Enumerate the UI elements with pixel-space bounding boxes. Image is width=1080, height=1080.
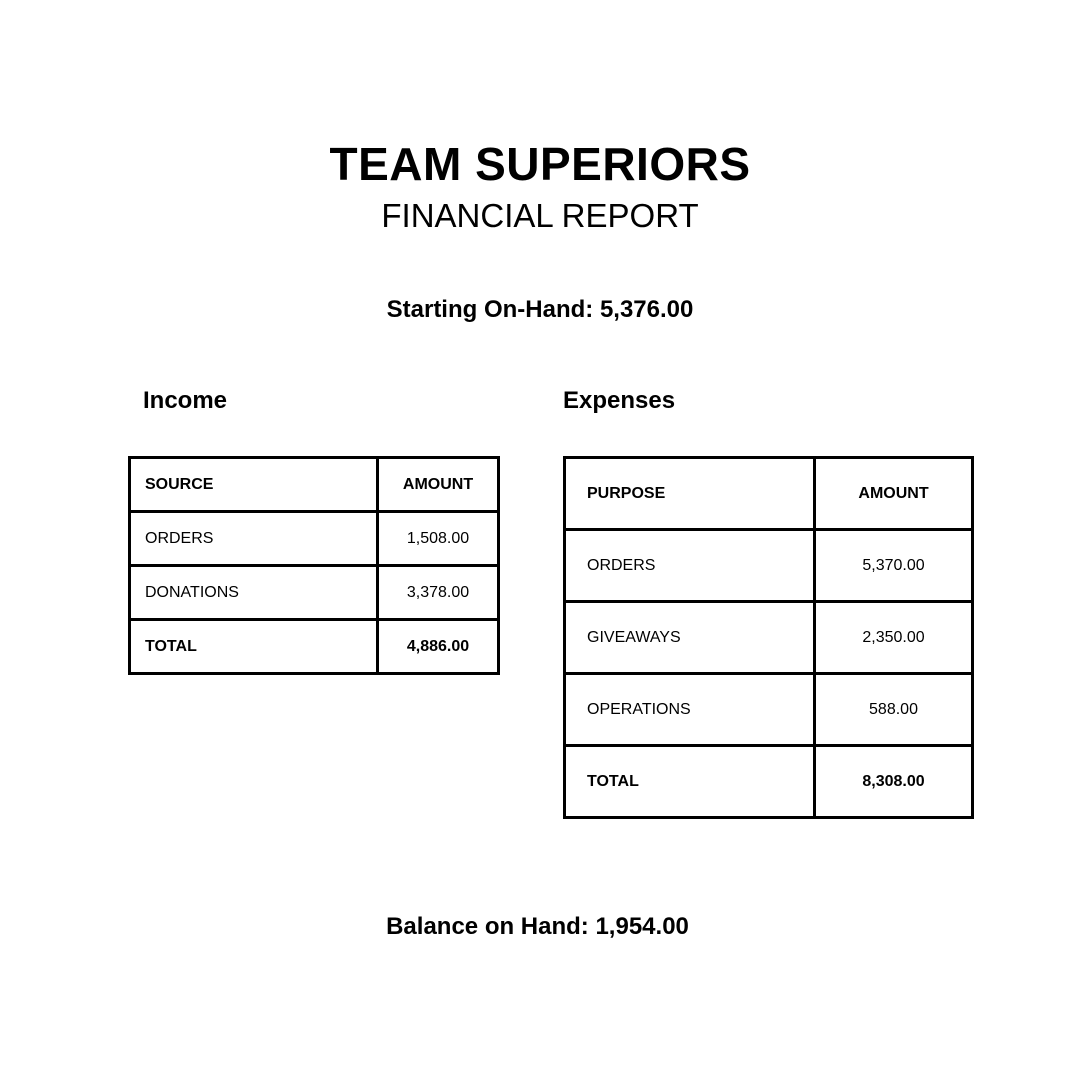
income-row-label: DONATIONS — [130, 566, 378, 620]
income-row — [130, 512, 499, 566]
income-row-label: ORDERS — [130, 512, 378, 566]
expenses-row-label: GIVEAWAYS — [565, 602, 815, 674]
income-header-row — [130, 458, 499, 512]
expenses-total-label: TOTAL — [565, 746, 815, 818]
income-heading: Income — [143, 387, 228, 414]
expenses-amount-header: AMOUNT — [815, 458, 973, 530]
income-total-label: TOTAL — [130, 620, 378, 674]
report-subtitle: FINANCIAL REPORT — [381, 197, 699, 234]
balance-on-hand: Balance on Hand: 1,954.00 — [386, 913, 689, 940]
income-total-row — [130, 620, 499, 674]
income-row-amount: 3,378.00 — [378, 566, 499, 620]
expenses-row-amount: 2,350.00 — [815, 602, 973, 674]
income-total-amount: 4,886.00 — [378, 620, 499, 674]
income-row-amount: 1,508.00 — [378, 512, 499, 566]
income-amount-header: AMOUNT — [378, 458, 499, 512]
expenses-total-row — [565, 746, 973, 818]
income-row — [130, 566, 499, 620]
expenses-header-row — [565, 458, 973, 530]
expenses-total-amount: 8,308.00 — [815, 746, 973, 818]
expenses-table — [563, 456, 974, 819]
expenses-row-label: OPERATIONS — [565, 674, 815, 746]
expenses-heading: Expenses — [563, 387, 676, 414]
expenses-purpose-header: PURPOSE — [565, 458, 815, 530]
income-table — [128, 456, 500, 675]
expenses-row — [565, 530, 973, 602]
income-source-header: SOURCE — [130, 458, 378, 512]
starting-on-hand: Starting On-Hand: 5,376.00 — [386, 296, 694, 323]
expenses-row-amount: 5,370.00 — [815, 530, 973, 602]
expenses-row — [565, 674, 973, 746]
expenses-row-label: ORDERS — [565, 530, 815, 602]
report-title: TEAM SUPERIORS — [329, 138, 751, 190]
expenses-row-amount: 588.00 — [815, 674, 973, 746]
expenses-row — [565, 602, 973, 674]
